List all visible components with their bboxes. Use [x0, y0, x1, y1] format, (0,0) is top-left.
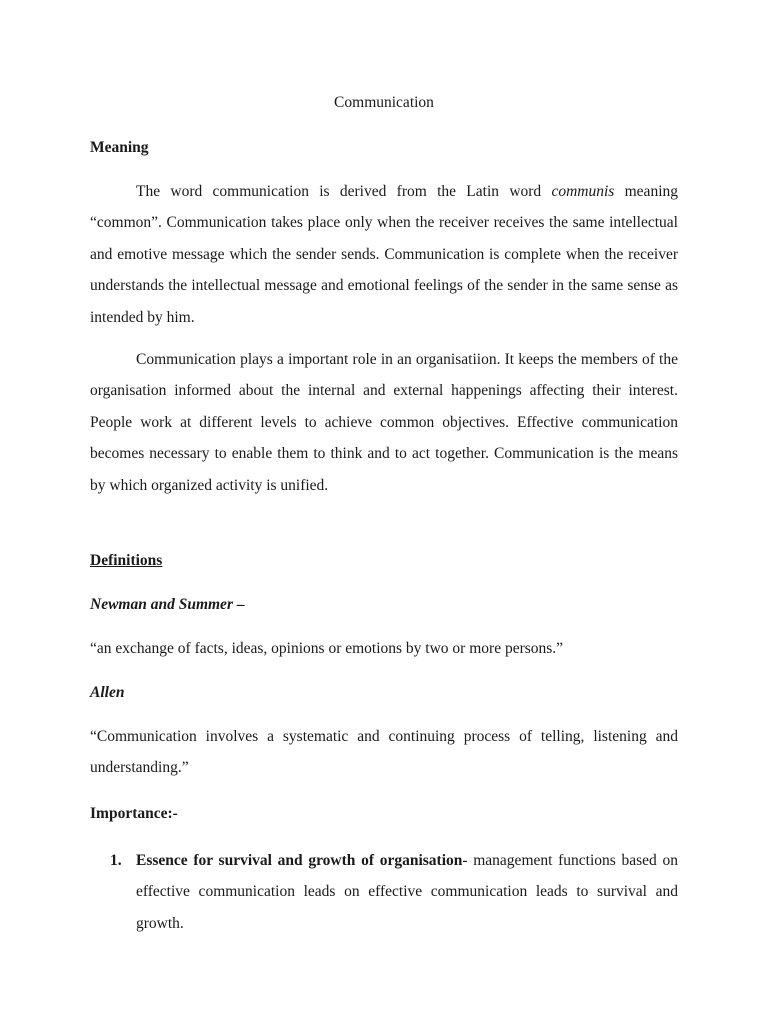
importance-list [90, 845, 678, 939]
list-number: 1. [110, 852, 122, 869]
importance-item-1-text: - management functions based on effective communication leads on effective communication leads to survival and growth. [136, 852, 678, 932]
latin-word: communis [551, 183, 615, 200]
definition-quote-allen: “Communication involves a systematic and continuing process of telling, listening and understanding.” [90, 728, 678, 777]
definitions-heading: Definitions [90, 552, 163, 569]
importance-item-1 [90, 845, 678, 939]
document-title: Communication [334, 94, 434, 111]
definition-author-newman: Newman and Summer – [90, 596, 245, 613]
meaning-paragraph-1 [90, 176, 678, 333]
meaning-paragraph-1-rest: meaning “common”. Communication takes place only when the receiver receives the same intellectual and emotive message which the sender sends. Communication is complete when the receiver understands the intellectual message and emotional feelings of the sender in the same sense as intended by him. [90, 183, 678, 326]
definition-author-allen: Allen [90, 684, 125, 701]
importance-heading: Importance:- [90, 805, 178, 822]
meaning-heading: Meaning [90, 139, 149, 156]
meaning-paragraph-2: Communication plays a important role in an organisatiion. It keeps the members of the organisation informed about the internal and external happenings affecting their interest. People work at different levels to achieve common objectives. Effective communication becomes necessary to enable them to think and to act together. Communication is the means by which organized activity is unified. [90, 351, 678, 494]
document-page [90, 0, 678, 1024]
meaning-paragraph-1-start: The word communication is derived from the Latin word [136, 183, 552, 200]
definition-quote-newman: “an exchange of facts, ideas, opinions or emotions by two or more persons.” [90, 640, 564, 657]
importance-item-1-title: Essence for survival and growth of organisation [136, 852, 463, 869]
